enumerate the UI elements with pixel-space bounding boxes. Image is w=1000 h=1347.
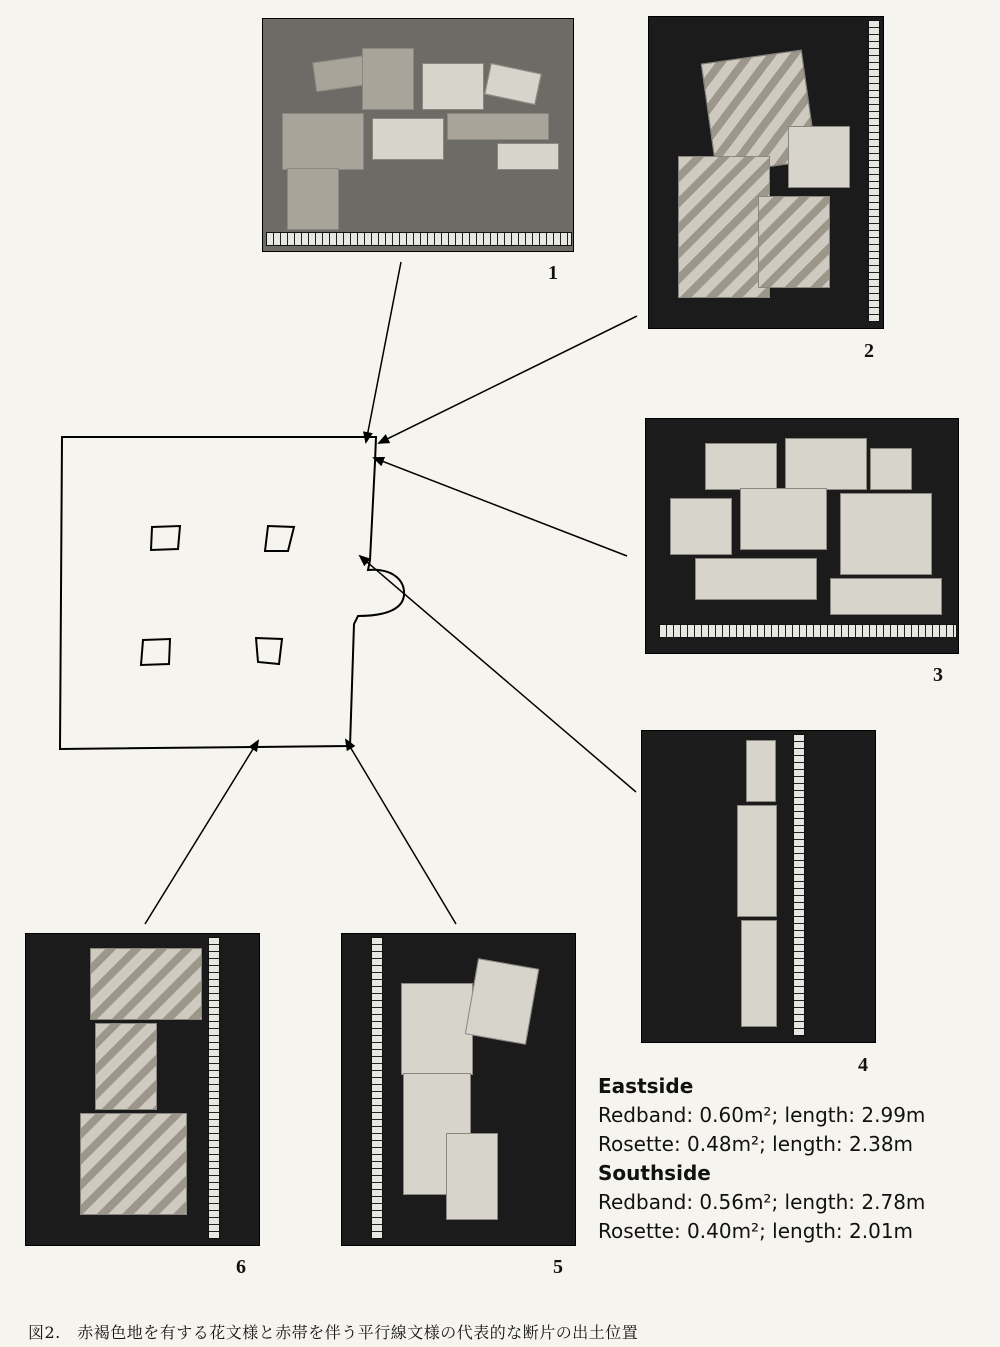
eastside-redband: Redband: 0.60m²; length: 2.99m [598, 1103, 926, 1127]
post-holes [141, 526, 294, 665]
photo-number-3: 3 [933, 664, 943, 686]
photo-number-4: 4 [858, 1054, 868, 1076]
arrows [145, 262, 637, 924]
southside-title: Southside [598, 1161, 711, 1185]
southside-rosette: Rosette: 0.40m²; length: 2.01m [598, 1219, 914, 1243]
figure-caption: 図2. 赤褐色地を有する花文様と赤帯を伴う平行線文様の代表的な断片の出土位置 [28, 1323, 639, 1342]
southside-redband: Redband: 0.56m²; length: 2.78m [598, 1190, 926, 1214]
eastside-rosette: Rosette: 0.48m²; length: 2.38m [598, 1132, 914, 1156]
photo-number-5: 5 [553, 1256, 563, 1278]
photo-number-6: 6 [236, 1256, 246, 1278]
room-outline [60, 437, 404, 749]
photo-number-1: 1 [548, 262, 558, 284]
measurement-info [598, 1072, 988, 1246]
eastside-title: Eastside [598, 1074, 694, 1098]
photo-number-2: 2 [864, 340, 874, 362]
